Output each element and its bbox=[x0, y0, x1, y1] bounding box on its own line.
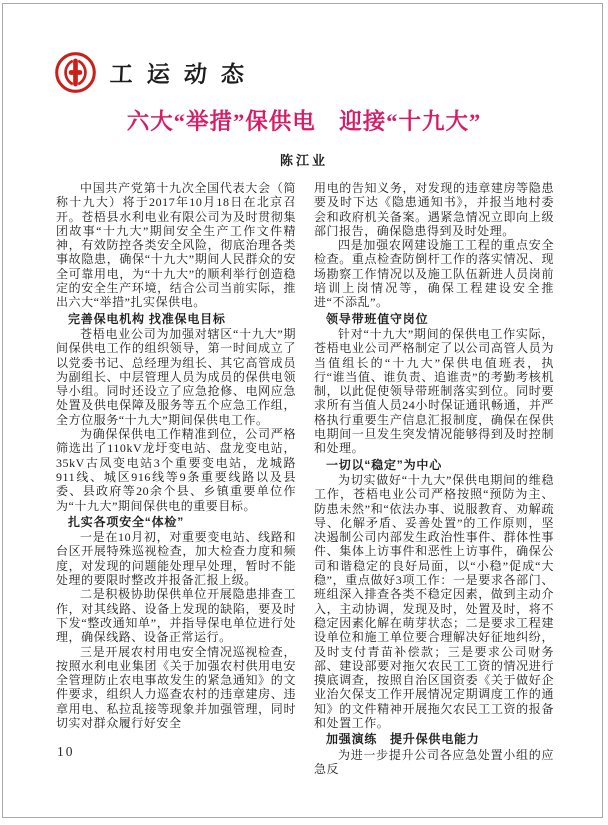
section-heading: 扎实各项安全“体检” bbox=[68, 514, 185, 529]
body-paragraph: 中国共产党第十九次全国代表大会（简称十九大）将于2017年10月18日在北京召开。苍梧县水利电业有限公司为及时贯彻集团故事“十九大”期间安全生产工作文件精神，有效防控各类安全风险，彻底治理各类事故隐患，确保“十九大”期间人民群众的安全可靠用电，为“十九大”的顺利举行创造稳定的安全生产环境，结合公司当前实际，推出六大“举措”扎实保供电。 bbox=[56, 181, 296, 310]
section-heading: 完善保电机构 找准保电目标 bbox=[68, 311, 226, 326]
article-title: 六大“举措”保供电 迎接“十九大” bbox=[126, 109, 482, 134]
page-number: 10 bbox=[57, 744, 75, 759]
article-author: 陈江业 bbox=[279, 153, 328, 168]
journal-header bbox=[54, 50, 258, 94]
body-paragraph: 为切实做好“十九大”保供电期间的维稳工作，苍梧电业公司严格按照“预防为主、防患未然”和“依法办事、说服教育、劝解疏导、化解矛盾、妥善处置”的工作原则，坚决遏制公司内部发生政治性事件、群体性事件、集体上访事件和恶性上访事件，确保公司和谐稳定的良好局面，以“小稳”促成“大稳”，重点做好3项工作：一是要求各部门、班组深入排查各类不稳定因素，做到主动介入，主动协调，发现及时，处置及时，将不稳定因素化解在萌芽状态；二是要求工程建设单位和施工单位要合理解决好征地纠纷，及时支付青苗补偿款；三是要求公司财务部、建设部要对拖欠农民工工资的情况进行摸底调查，按照自治区国资委《关于做好企业治欠保支工作开展情况定期调度工作的通知》的文件精神开展拖欠农民工工资的报备和处置工作。 bbox=[314, 472, 554, 730]
section-heading: 加强演练 提升保供电能力 bbox=[326, 732, 480, 747]
body-paragraph: 四是加强农网建设施工工程的重点安全检查。重点检查防倒杆工作的落实情况、现场勘察工作情况以及施工队伍新进人员岗前培训上岗情况等，确保工程建设安全推进“不添乱”。 bbox=[314, 238, 554, 310]
body-paragraph: 二是积极协助保供单位开展隐患排查工作，对其线路、设备上发现的缺陷，要及时下发“整改通知单”，并指导保电单位进行处理，确保线路、设备正常运行。 bbox=[56, 587, 296, 645]
body-paragraph: 用电的告知义务，对发现的违章建房等隐患要及时下达《隐患通知书》，并报当地村委会和政府机关备案。遇紧急情况立即向上级部门报告，确保隐患得到及时处理。 bbox=[314, 181, 554, 238]
section-heading: 领导带班值守岗位 bbox=[326, 311, 429, 326]
trade-union-logo-icon bbox=[54, 51, 97, 94]
body-paragraph: 苍梧电业公司为加强对辖区“十九大”期间保供电工作的组织领导，第一时间成立了以党委书记、总经理为组长、其它高管成员为副组长、中层管理人员为成员的保供电领导小组。同时还设立了应急抢修、电网应急处置及供电保障及服务等五个应急工作组，全方位服务“十九大”期间保供电工作。 bbox=[56, 326, 296, 427]
body-paragraph: 一是在10月初，对重要变电站、线路和台区开展特殊巡视检查，加大检查力度和频度，对发现的问题能处理早处理，暂时不能处理的要限时整改并报备汇报上级。 bbox=[56, 530, 296, 588]
article-body bbox=[56, 181, 554, 776]
right-column bbox=[314, 181, 554, 776]
journal-section-title: 工运动态 bbox=[109, 61, 259, 87]
body-paragraph: 针对“十九大”期间的保供电工作实际，苍梧电业公司严格制定了以公司高管人员为当值组长的“十九大”保供电值班表，执行“谁当值、谁负责、追谁责”的考勤考核机制，以此促使领导带班制落实到位。同时要求所有当值人员24小时保证通讯畅通，并严格执行重要生产信息汇报制度，确保在保供电期间一旦发生突发情况能够得到及时控制和处理。 bbox=[314, 326, 554, 456]
body-paragraph: 为进一步提升公司各应急处置小组的应急反 bbox=[314, 747, 554, 776]
left-column bbox=[56, 181, 296, 776]
section-heading: 一切以“稳定”为中心 bbox=[326, 457, 443, 472]
body-paragraph: 三是开展农村用电安全情况巡视检查，按照水利电业集团《关于加强农村供用电安全管理防止农电事故发生的紧急通知》的文件要求，组织人力巡查农村的违章建房、违章用电、私拉乱接等现象并加强管理，同时切实对群众履行好安全 bbox=[56, 644, 296, 730]
body-paragraph: 为确保保供电工作精准到位，公司严格筛选出了110kV龙圩变电站、盘龙变电站，35kV古凤变电站3个重要变电站，龙城路911线、城区916线等9条重要线路以及县委、县政府等20余个县、乡镇重要单位作为“十九大”期间保供电的重要目标。 bbox=[56, 427, 296, 513]
